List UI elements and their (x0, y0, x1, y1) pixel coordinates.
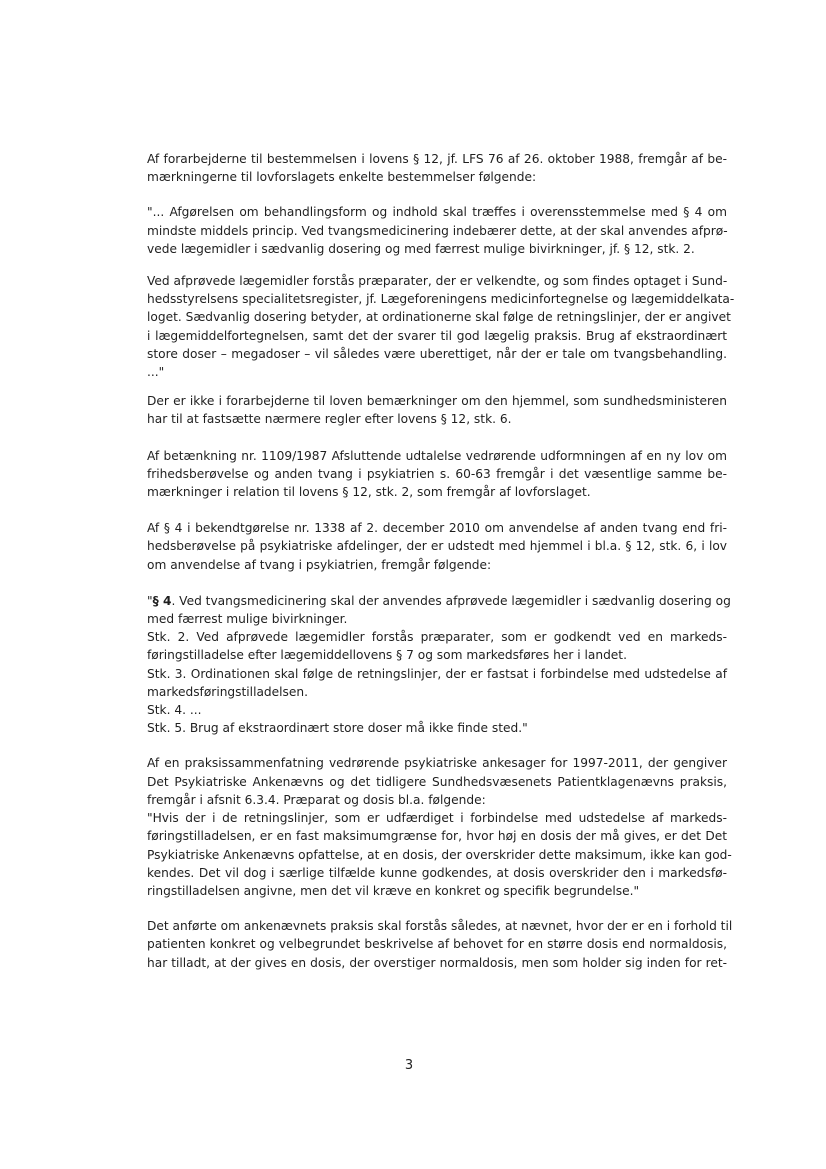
text-line: Stk. 5. Brug af ekstraordinært store doser må ikke finde sted." (147, 721, 528, 736)
text-line: Af forarbejderne til bestemmelsen i lovens § 12, jf. LFS 76 af 26. oktober 1988, fremgår af be- (147, 152, 727, 166)
text-line: om anvendelse af tvang i psykiatrien, fremgår følgende: (147, 557, 492, 572)
paragraph-afproevede-laegemidler (147, 272, 735, 381)
text-fragment: . Ved tvangsmedicinering skal der anvendes afprøvede lægemidler i sædvanlig dosering og (171, 593, 731, 608)
text-line: patienten konkret og velbegrundet beskrivelse af behovet for en større dosis end normaldosis, (147, 937, 727, 952)
paragraph-bekendtgoerelse (147, 519, 727, 574)
text-line: "... Afgørelsen om behandlingsform og indhold skal træffes i overensstemmelse med § 4 om (147, 205, 727, 220)
text-line (147, 592, 731, 610)
text-line: hedsberøvelse på psykiatriske afdelinger, der er udstedt med hjemmel i bl.a. § 12, stk. 6, i lov (147, 539, 727, 554)
text-line: mærkninger i relation til lovens § 12, stk. 2, som fremgår af lovforslaget. (147, 485, 591, 500)
text-line: Stk. 3. Ordinationen skal følge de retningslinjer, der er fastsat i forbindelse med udstedelse af (147, 666, 727, 681)
paragraph-paragraf-4-quote (147, 592, 731, 738)
text-line: fremgår i afsnit 6.3.4. Præparat og dosis bl.a. følgende: (147, 792, 486, 807)
text-line: Psykiatriske Ankenævns opfattelse, at en dosis, der overskrider dette maksimum, ikke kan god- (147, 847, 732, 862)
paragraph-praksissammenfatning (147, 754, 732, 900)
text-line: "Hvis der i de retningslinjer, som er udfærdiget i forbindelse med udstedelse af markeds- (147, 811, 727, 826)
text-line: mindste middels princip. Ved tvangsmedicinering indebærer dette, at der skal anvendes afprø- (147, 223, 728, 238)
text-line: har til at fastsætte nærmere regler efter lovens § 12, stk. 6. (147, 412, 512, 427)
paragraph-quote-bemaerkninger (147, 203, 727, 258)
section-marker: § 4 (152, 593, 172, 608)
text-line: i lægemiddelfortegnelsen, samt det der svarer til god lægelig praksis. Brug af ekstraordinært (147, 328, 727, 343)
quote-mark: " (147, 593, 153, 608)
text-line: mærkningerne til lovforslagets enkelte bestemmelser følgende: (147, 170, 537, 185)
text-line: med færrest mulige bivirkninger. (147, 612, 348, 627)
document-body (147, 150, 735, 972)
text-line: kendes. Det vil dog i særlige tilfælde kunne godkendes, at dosis overskrider den i markedsfø- (147, 865, 727, 880)
paragraph-ankenaevn-praksis (147, 917, 733, 972)
text-line: ..." (147, 365, 165, 380)
text-line: store doser – megadoser – vil således være uberettiget, når der er tale om tvangsbehandling. (147, 346, 727, 361)
text-line: har tilladt, at der gives en dosis, der overstiger normaldosis, men som holder sig inden for ret- (147, 955, 727, 970)
paragraph-betaenkning (147, 447, 727, 502)
text-line: Af § 4 i bekendtgørelse nr. 1338 af 2. december 2010 om anvendelse af anden tvang end fri- (147, 521, 727, 536)
text-line: Stk. 4. ... (147, 703, 202, 718)
text-line: vede lægemidler i sædvanlig dosering og med færrest mulige bivirkninger, jf. § 12, stk. 2. (147, 241, 695, 256)
paragraph-forarbejder (147, 150, 727, 186)
text-line: markedsføringstilladelsen. (147, 684, 308, 699)
text-line: føringstilladelsen, er en fast maksimumgrænse for, hvor høj en dosis der må gives, er det Det (147, 829, 727, 844)
text-line: Af betænkning nr. 1109/1987 Afsluttende udtalelse vedrørende udformningen af en ny lov om (147, 448, 727, 463)
text-line: Stk. 2. Ved afprøvede lægemidler forstås præparater, som er godkendt ved en markeds- (147, 630, 727, 645)
page-number: 3 (404, 1058, 414, 1073)
text-line: ringstilladelsen angivne, men det vil kræve en konkret og specifik begrundelse." (147, 883, 640, 898)
text-line: føringstilladelse efter lægemiddellovens § 7 og som markedsføres her i landet. (147, 648, 627, 663)
text-line: Der er ikke i forarbejderne til loven bemærkninger om den hjemmel, som sundhedsministeren (147, 394, 727, 409)
text-line: Af en praksissammenfatning vedrørende psykiatriske ankesager for 1997-2011, der gengiver (147, 756, 727, 771)
text-line: Det anførte om ankenævnets praksis skal forstås således, at nævnet, hvor der er en i forhold til (147, 919, 733, 934)
text-line: frihedsberøvelse og anden tvang i psykiatrien s. 60-63 fremgår i det væsentlige samme be- (147, 466, 727, 481)
paragraph-hjemmel (147, 392, 727, 428)
text-line: Det Psykiatriske Ankenævns og det tidligere Sundhedsvæsenets Patientklagenævns praksis, (147, 774, 727, 789)
text-line: loget. Sædvanlig dosering betyder, at ordinationerne skal følge de retningslinjer, der er angivet (147, 310, 731, 325)
text-line: hedsstyrelsens specialitetsregister, jf. Lægeforeningens medicinfortegnelse og lægemiddelkata- (147, 292, 735, 307)
text-line: Ved afprøvede lægemidler forstås præparater, der er velkendte, og som findes optaget i Sund- (147, 274, 728, 289)
